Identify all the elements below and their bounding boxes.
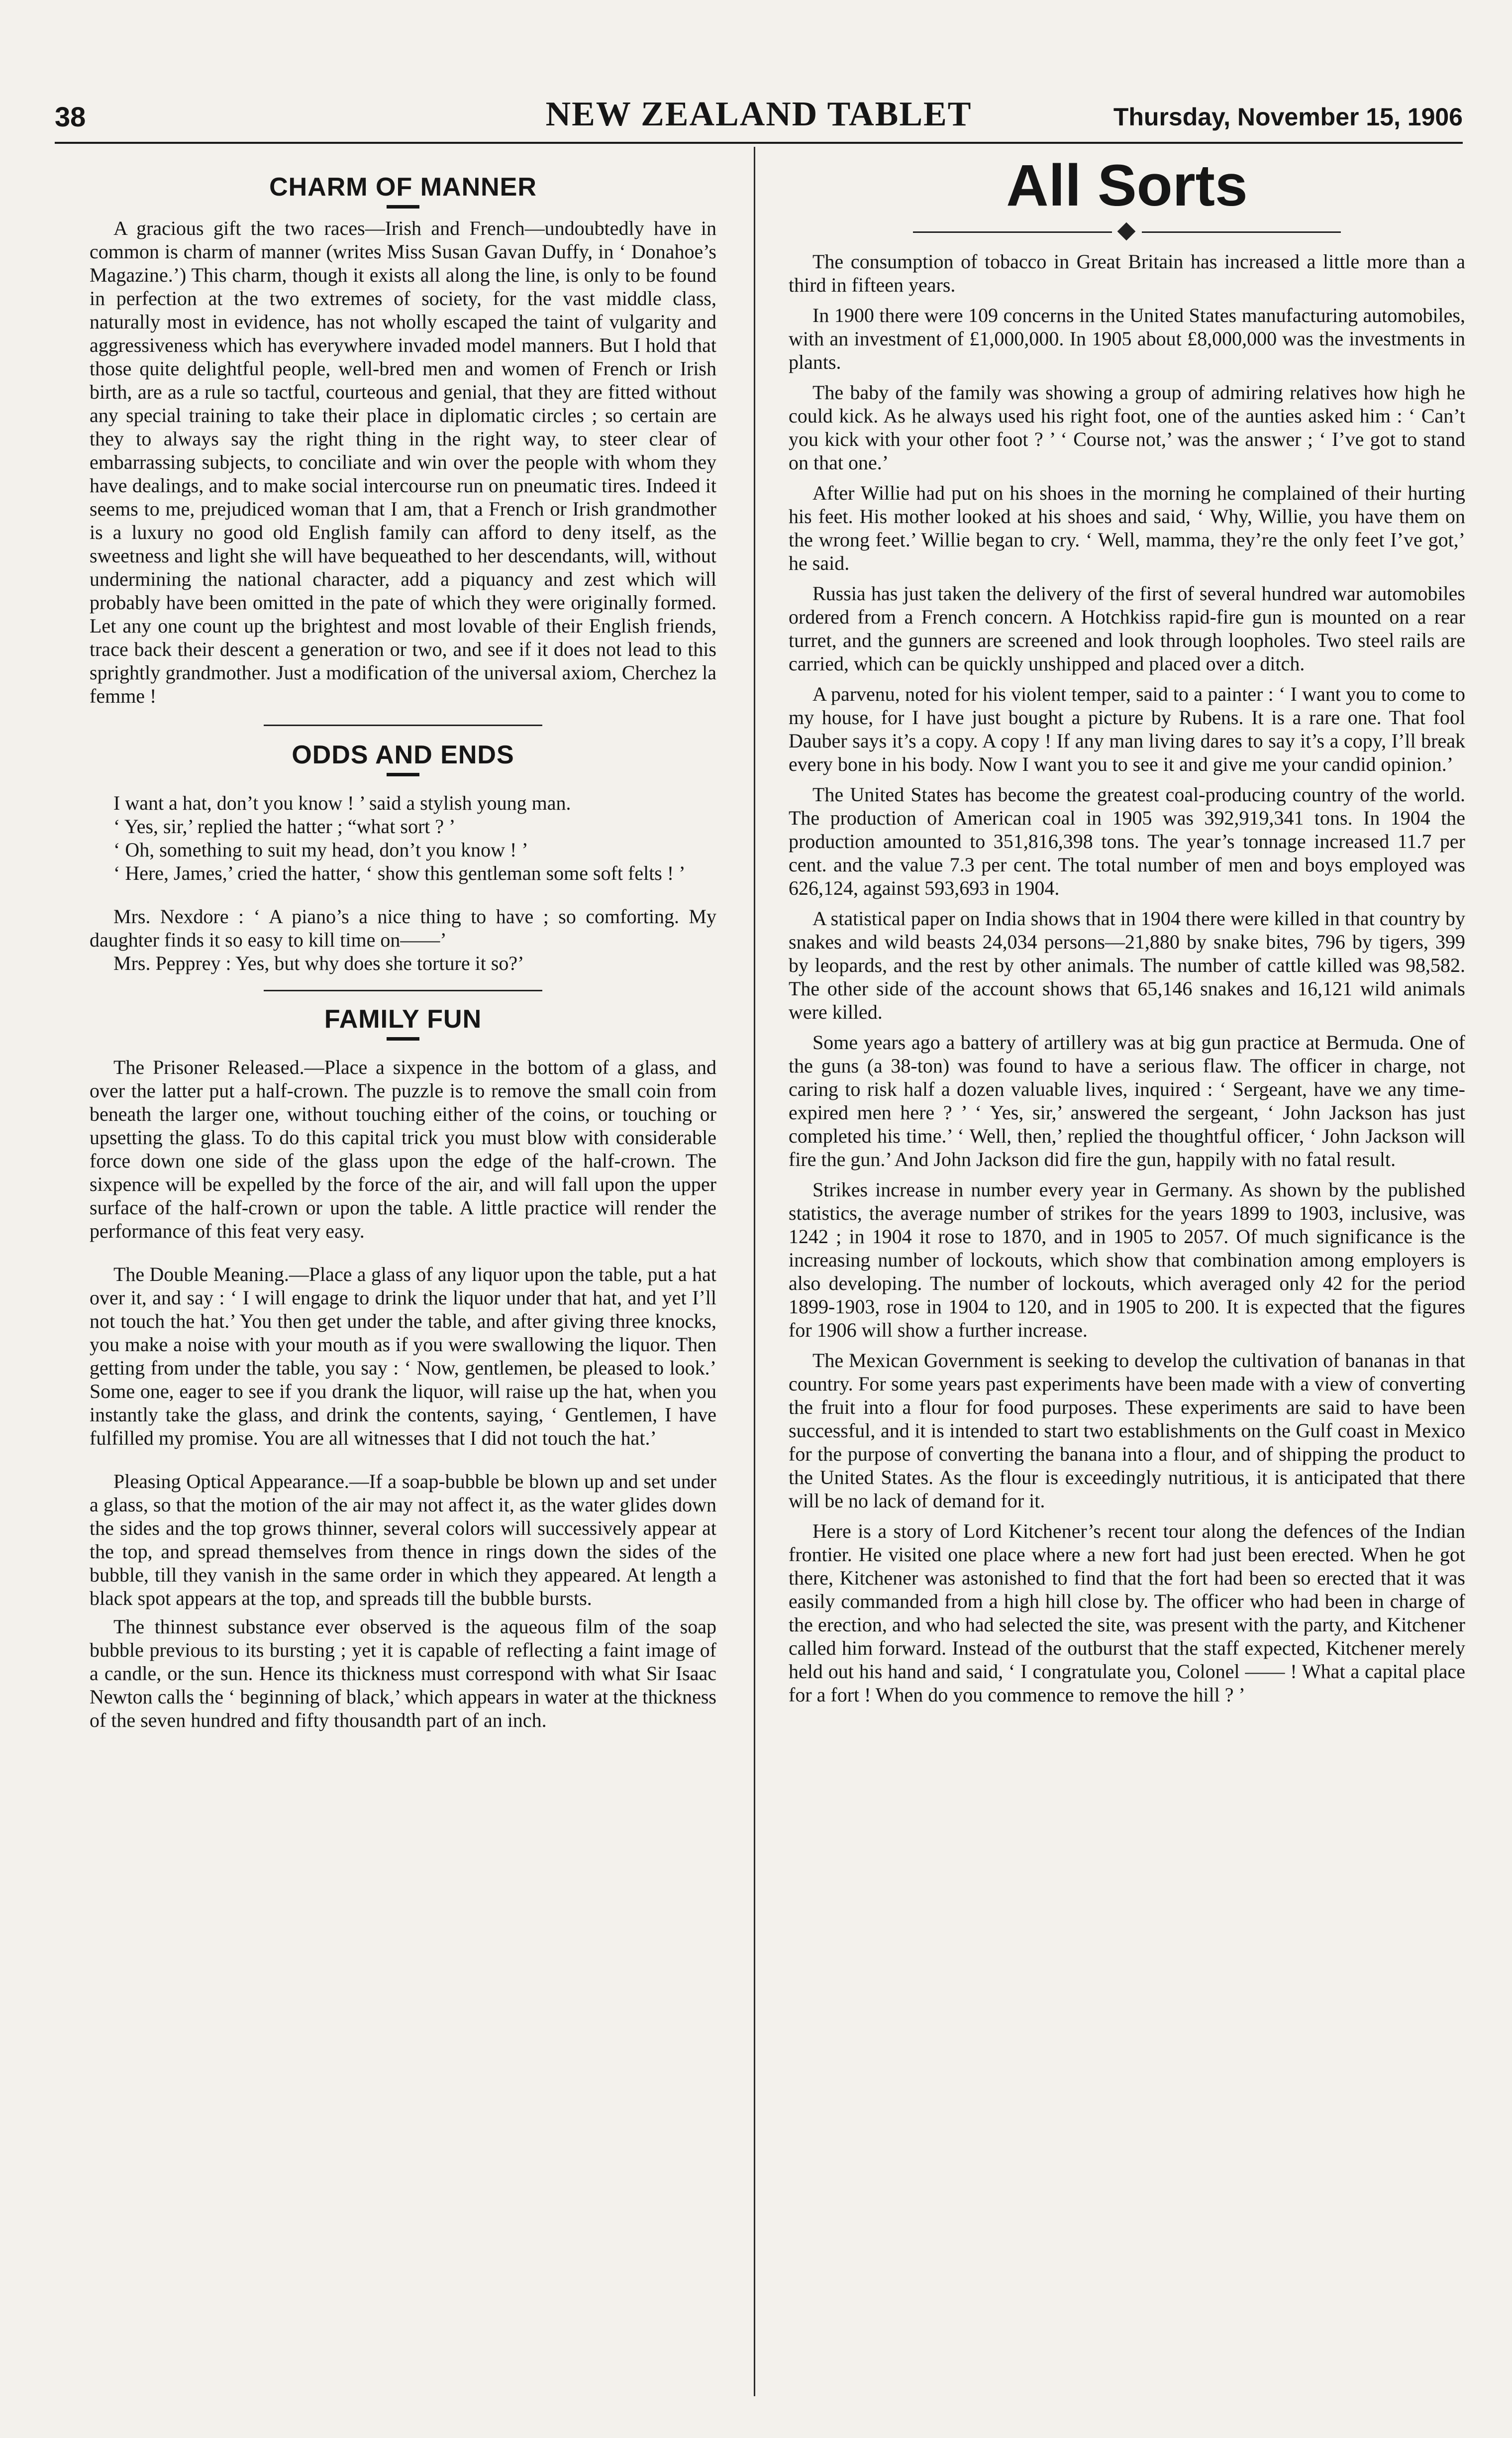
- odds-paragraph-4: ‘ Here, James,’ cried the hatter, ‘ show this gentleman some soft felts ! ’: [113, 862, 686, 884]
- heading-underline: [387, 1037, 419, 1041]
- odds-paragraph-1: I want a hat, don’t you know ! ’ said a stylish young man.: [113, 792, 571, 814]
- issue-date: Thursday, November 15, 1906: [1113, 103, 1463, 131]
- all-sorts-item: The Mexican Government is seeking to develop the cultivation of bananas in that country. For some years past experiments have been made with a view of converting the fruit into a flour for food purposes. These experiments are said to have been successful, and it is intended to start two establishments on the Gulf coast in Mexico for the purpose of converting the banana into a flour, and of shipping the product to the United States. As the flour is exceedingly nutritious, it is anticipated that there will be no lack of demand for it.: [789, 1349, 1465, 1512]
- all-sorts-item: Russia has just taken the delivery of the first of several hundred war automobiles ordered from a French concern. A Hotchkiss rapid-fire gun is mounted on a rear turret, and the gunners are screened and look through loopholes. Two steel rails are carried, which can be quickly unshipped and placed over a ditch.: [789, 582, 1465, 675]
- all-sorts-item: The baby of the family was showing a group of admiring relatives how high he could kick. As he always used his right foot, one of the aunties asked him : ‘ Can’t you kick with your other foot ? ’ ‘ Course not,’ was the answer ; ‘ I’ve got to stand on that one.’: [789, 381, 1465, 474]
- ornamental-rule: [913, 225, 1341, 240]
- all-sorts-item: A parvenu, noted for his violent temper, said to a painter : ‘ I want you to come to my house, for I have just bought a picture by Rubens. It is a rare one. That fool Dauber says it’s a copy. A copy ! If any man living dares to say it’s a copy, I’ll break every bone in his body. Now I want you to see it and give me your candid opinion.’: [789, 683, 1465, 775]
- section-rule: [264, 990, 542, 991]
- odds-paragraph-5: Mrs. Nexdore : ‘ A piano’s a nice thing to have ; so comforting. My daughter finds it so easy to kill time on——’: [90, 905, 716, 951]
- all-sorts-item: Here is a story of Lord Kitchener’s recent tour along the defences of the Indian frontier. He visited one place where a new fort had just been erected. When he got there, Kitchener was astonished to find that the fort had been so erected that it was easily commanded from a high hill close by. The officer who had been in charge of the erection, and who had selected the site, was present with the party, and Kitchener called him forward. Instead of the outburst that the staff expected, Kitchener merely held out his hand and said, ‘ I congratulate you, Colonel —— ! What a capital place for a fort ! When do you commence to remove the hill ? ’: [789, 1520, 1465, 1706]
- heading-all-sorts: All Sorts: [1006, 153, 1248, 218]
- family-paragraph-3: Pleasing Optical Appearance.—If a soap-bubble be blown up and set under a glass, so that the motion of the air may not affect it, as the water glides down the sides and the top grows thinner, several colors will successively appear at the top, and spread themselves from thence in rings down the sides of the bubble, till they vanish in the same order in which they appeared. At length a black spot appears at the top, and spreads till the bubble bursts.: [90, 1470, 716, 1609]
- all-sorts-item: The consumption of tobacco in Great Britain has increased a little more than a third in fifteen years.: [789, 250, 1465, 296]
- all-sorts-item: In 1900 there were 109 concerns in the United States manufacturing automobiles, with an investment of £1,000,000. In 1905 about £8,000,000 was the investments in plants.: [789, 304, 1465, 373]
- odds-paragraph-3: ‘ Oh, something to suit my head, don’t you know ! ’: [113, 839, 528, 861]
- all-sorts-item: The United States has become the greatest coal-producing country of the world. The production of American coal in 1905 was 392,919,341 tons. In 1904 the production amounted to 351,816,398 tons. The year’s tonnage increased 11.7 per cent. and the value 7.3 per cent. The total number of men and boys employed was 626,124, against 593,693 in 1904.: [789, 783, 1465, 899]
- all-sorts-item: A statistical paper on India shows that in 1904 there were killed in that country by snakes and wild beasts 24,034 persons—21,880 by snake bites, 796 by tigers, 399 by leopards, and the rest by other animals. The number of cattle killed was 98,582. The other side of the account shows that 65,146 snakes and 16,121 wild animals were killed.: [789, 907, 1465, 1023]
- all-sorts-item: Some years ago a battery of artillery was at big gun practice at Bermuda. One of the guns (a 38-ton) was found to have a serious flaw. The officer in charge, not caring to risk half a dozen valuable lives, inquired : ‘ Sergeant, have we any time-expired men here ? ’ ‘ Yes, sir,’ answered the sergeant, ‘ John Jackson has just completed his time.’ ‘ Well, then,’ replied the thoughtful officer, ‘ John Jackson will fire the gun.’ And John Jackson did fire the gun, happily with no fatal result.: [789, 1031, 1465, 1170]
- heading-odds-and-ends: ODDS AND ENDS: [292, 741, 514, 769]
- odds-paragraph-2: ‘ Yes, sir,’ replied the hatter ; “what sort ? ’: [113, 815, 456, 838]
- column-divider: [754, 147, 755, 2396]
- publication-title: NEW ZEALAND TABLET: [545, 95, 972, 133]
- heading-underline: [387, 205, 419, 209]
- family-paragraph-4: The thinnest substance ever observed is the aqueous film of the soap bubble previous to its bursting ; yet it is capable of reflecting a faint image of a candle, or the sun. Hence its thickness must correspond with what Sir Isaac Newton calls the ‘ beginning of black,’ which appears in water at the thickness of the seven hundred and fifty thousandth part of an inch.: [90, 1615, 716, 1731]
- masthead: [55, 95, 1463, 139]
- section-rule: [264, 725, 542, 726]
- heading-charm-of-manner: CHARM OF MANNER: [269, 173, 537, 202]
- heading-family-fun: FAMILY FUN: [324, 1005, 482, 1034]
- article-charm-body: A gracious gift the two races—Irish and French—undoubtedly have in common is charm of manner (writes Miss Susan Gavan Duffy, in ‘ Donahoe’s Magazine.’) This charm, though it exists all along the line, is only to be found in perfection at the two extremes of society, for the vast middle class, naturally most in evidence, has not wholly escaped the taint of vulgarity and aggressiveness which has everywhere invaded model manners. But I hold that those quite delightful people, well-bred men and women of French or Irish birth, are as a rule so tactful, courteous and genial, that they are fitted without any special training to take their place in diplomatic circles ; so certain are they to always say the right thing in the right way, to steer clear of embarrassing subjects, to conciliate and win over the people with whom they have dealings, and to make social intercourse run on pneumatic tires. Indeed it seems to me, prejudiced woman that I am, that a French or Irish grandmother is a luxury no good old English family can afford to deny itself, as the sweetness and light she will have bequeathed to her descendants, will, without undermining the national character, add a piquancy and zest which will probably have been omitted in the pate of which they were originally formed. Let any one count up the brightest and most lovable of their English friends, trace back their descent a generation or two, and see if it does not lead to this sprightly grandmother. Just a modification of the universal axiom, Cherchez la femme !: [90, 217, 716, 707]
- left-column: [90, 149, 716, 1732]
- family-paragraph-1: The Prisoner Released.—Place a sixpence in the bottom of a glass, and over the latter put a half-crown. The puzzle is to remove the small coin from beneath the larger one, without touching either of the coins, or touching or upsetting the glass. To do this capital trick you must blow with considerable force down one side of the glass upon the edge of the half-crown. The sixpence will be expelled by the force of the air, and will fall upon the upper surface of the half-crown or upon the table. A little practice will render the performance of this feat very easy.: [90, 1056, 716, 1242]
- page-number: 38: [55, 101, 86, 132]
- odds-paragraph-6: Mrs. Pepprey : Yes, but why does she torture it so?’: [113, 952, 524, 974]
- heading-underline: [387, 773, 419, 776]
- all-sorts-item: Strikes increase in number every year in Germany. As shown by the published statistics, the average number of strikes for the years 1899 to 1903, inclusive, was 1242 ; in 1904 it rose to 1870, and in 1905 to 2057. Of much significance is the increasing number of lockouts, which show that combination among employers is also developing. The number of lockouts, which averaged only 42 for the period 1899-1903, rose in 1904 to 120, and in 1905 to 200. It is expected that the figures for 1906 will show a further increase.: [789, 1178, 1465, 1341]
- family-paragraph-2: The Double Meaning.—Place a glass of any liquor upon the table, put a hat over it, and say : ‘ I will engage to drink the liquor under that hat, and yet I’ll not touch the hat.’ You then get under the table, and after giving three knocks, you make a noise with your mouth as if you were swallowing the liquor. Then getting from under the table, you say : ‘ Now, gentlemen, be pleased to look.’ Some one, eager to see if you drank the liquor, will raise up the hat, when you instantly take the glass, and drink the contents, saying, ‘ Gentlemen, I have fulfilled my promise. You are all witnesses that I did not touch the hat.’: [90, 1263, 716, 1449]
- all-sorts-item: After Willie had put on his shoes in the morning he complained of their hurting his feet. His mother looked at his shoes and said, ‘ Why, Willie, you have them on the wrong feet.’ Willie began to cry. ‘ Well, mamma, they’re the only feet I’ve got,’ he said.: [789, 482, 1465, 574]
- right-column: [789, 149, 1465, 1706]
- masthead-rule: [55, 142, 1463, 144]
